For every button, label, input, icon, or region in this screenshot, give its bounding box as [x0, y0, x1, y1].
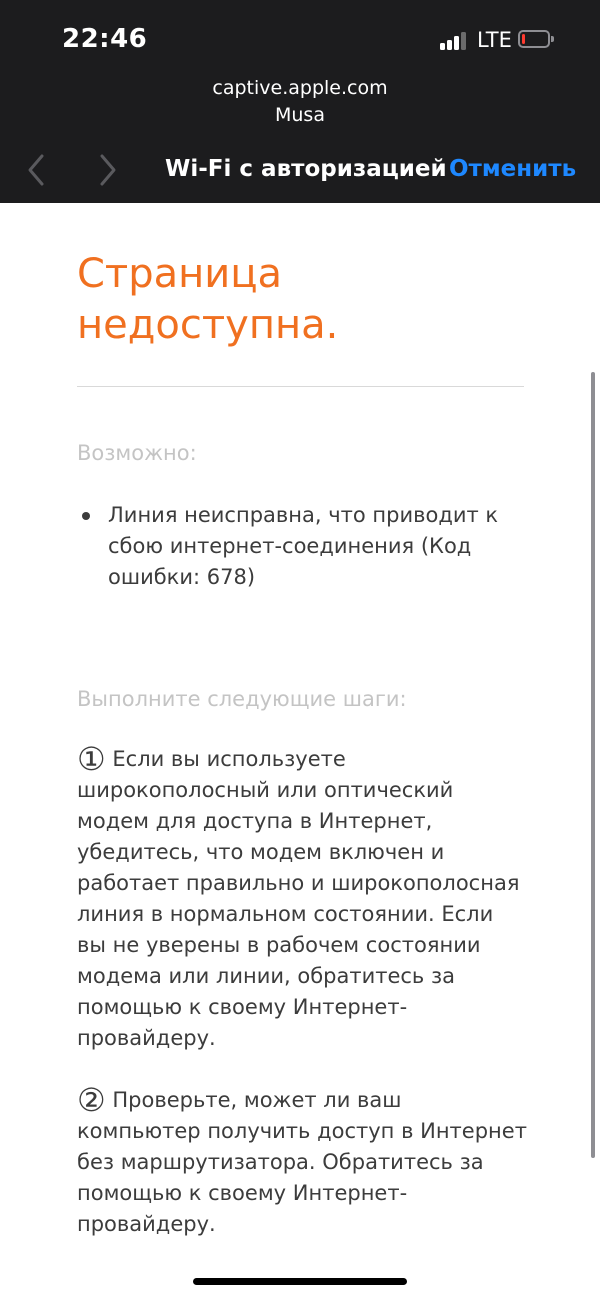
- forward-chevron-icon[interactable]: [97, 152, 119, 188]
- step-1: [77, 740, 527, 1054]
- battery-icon: [518, 30, 550, 48]
- nav-title: Wi-Fi с авторизацией: [165, 156, 447, 182]
- cancel-button[interactable]: Отменить: [449, 156, 577, 182]
- page-url: captive.apple.com: [212, 77, 388, 99]
- step-text-1: Если вы используете широкополосный или оптический модем для доступа в Интернет, убедитесь, что модем включен и работает правильно и широкополосная линия в нормальном состоянии. Если вы не уверены в рабочем состоянии модема или линии, обратитесь за помощью к своему Интернет-провайдеру.: [77, 747, 520, 1050]
- possible-causes-list: [77, 500, 527, 593]
- scrollbar[interactable]: [591, 372, 595, 1158]
- steps-label: Выполните следующие шаги:: [77, 687, 407, 711]
- home-indicator[interactable]: [193, 1278, 407, 1285]
- network-type: LTE: [477, 28, 512, 52]
- list-item-text: Линия неисправна, что приводит к сбою интернет-соединения (Код ошибки: 678): [108, 503, 499, 589]
- status-time: 22:46: [62, 24, 148, 54]
- page-title: Страница недоступна.: [77, 251, 339, 348]
- list-item: [77, 500, 527, 593]
- cellular-signal-icon: [440, 30, 466, 50]
- top-bar: [0, 0, 600, 203]
- step-number-1: ①: [77, 740, 106, 778]
- back-chevron-icon[interactable]: [25, 152, 47, 188]
- step-number-2: ②: [77, 1081, 106, 1119]
- step-2: [77, 1081, 527, 1240]
- wifi-network-name: Musa: [275, 104, 325, 126]
- possible-causes-label: Возможно:: [77, 441, 197, 465]
- divider: [77, 386, 524, 387]
- bullet-icon: [82, 512, 90, 520]
- step-text-2: Проверьте, может ли ваш компьютер получить доступ в Интернет без маршрутизатора. Обратитесь за помощью к своему Интернет-провайдеру.: [77, 1088, 527, 1236]
